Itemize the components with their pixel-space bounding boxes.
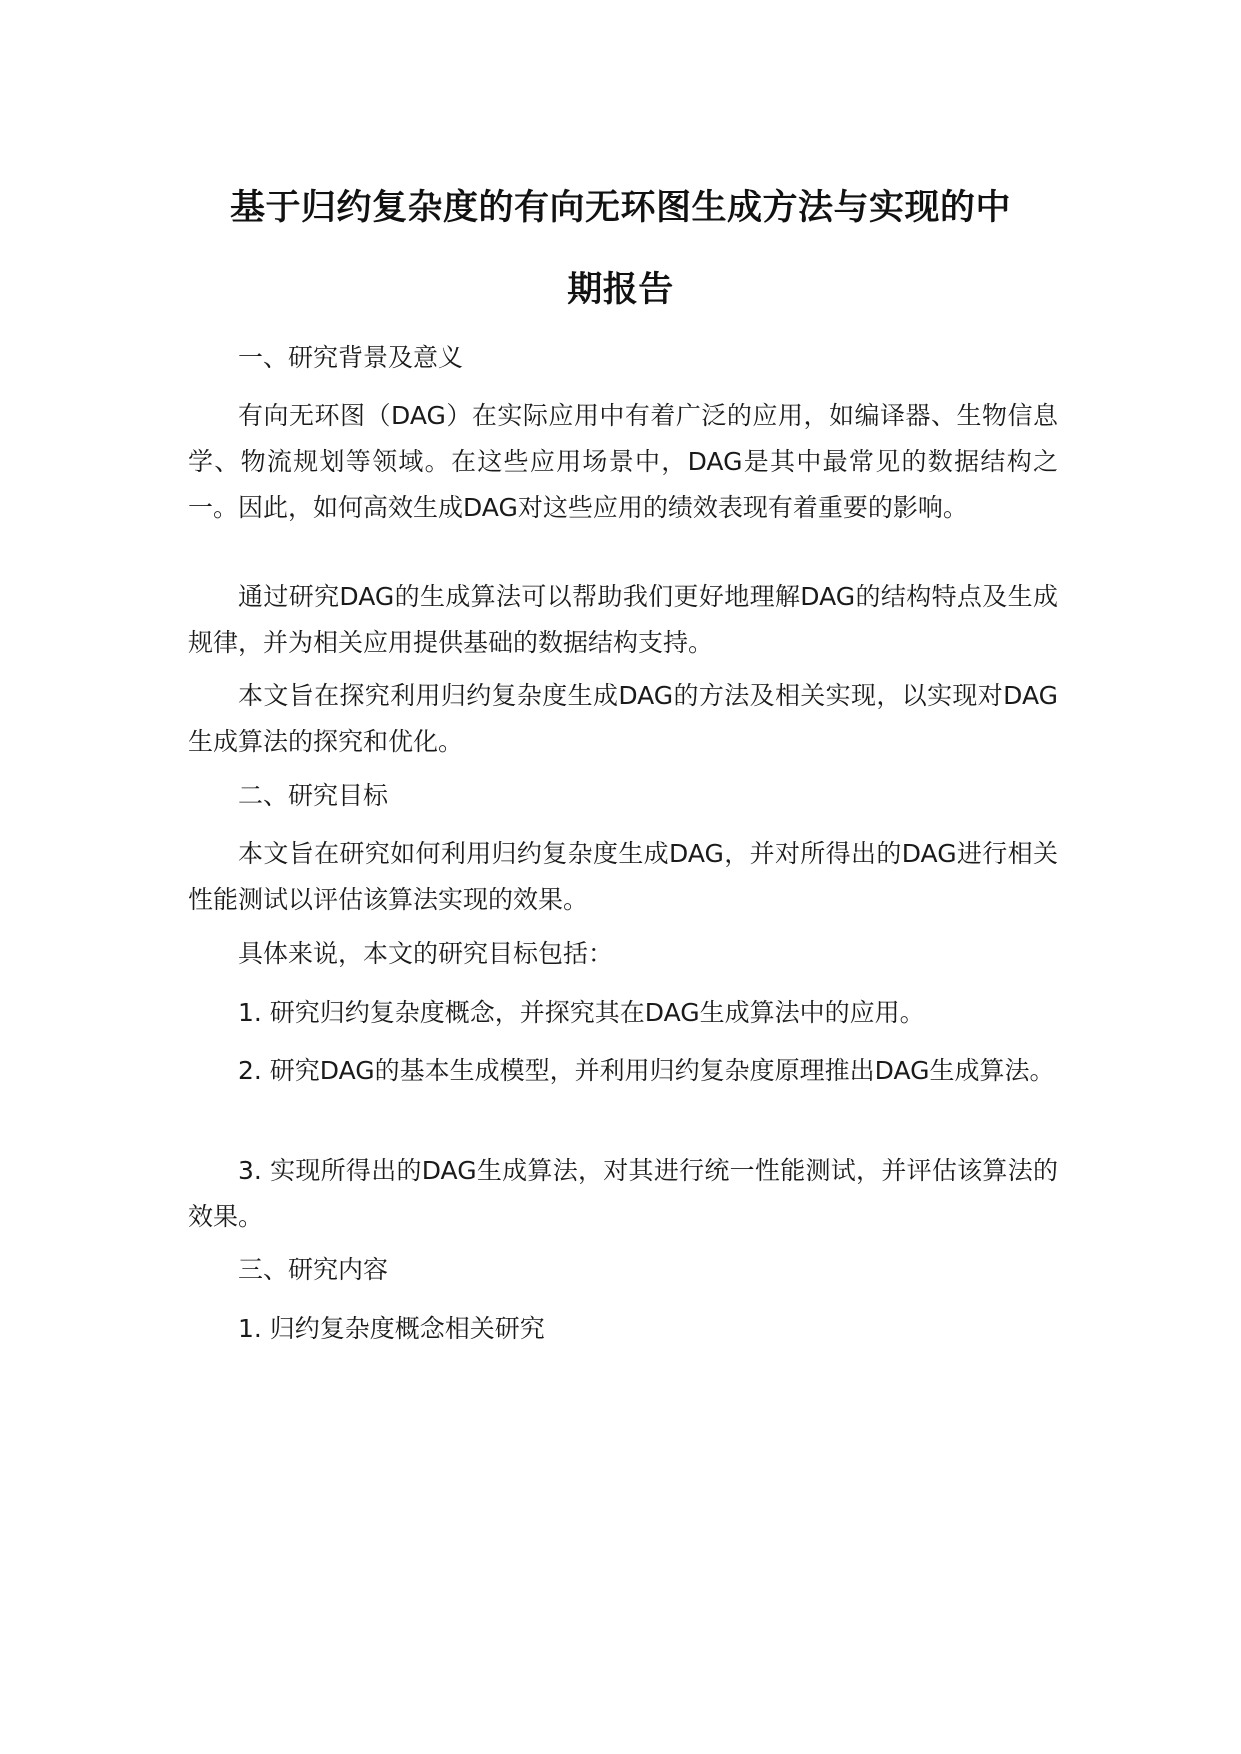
list-item-goal-2	[188, 1048, 1058, 1094]
section-heading-goals	[188, 773, 1058, 819]
list-item-content-1	[188, 1306, 1058, 1352]
section-heading-content	[188, 1247, 1058, 1293]
list-item: 2. 研究DAG的基本生成模型，并利用归约复杂度原理推出DAG生成算法。	[238, 1056, 1055, 1085]
paragraph: 通过研究DAG的生成算法可以帮助我们更好地理解DAG的结构特点及生成规律，并为相关应用提供基础的数据结构支持。	[188, 582, 1058, 657]
document-title-line-2: 期报告	[567, 270, 674, 310]
paragraph-dag-applications	[188, 393, 1058, 531]
list-item-goal-1	[188, 990, 1058, 1036]
section-heading-background	[188, 335, 1058, 381]
list-item: 1. 归约复杂度概念相关研究	[238, 1314, 545, 1343]
section-heading: 一、研究背景及意义	[238, 343, 464, 372]
paragraph-dag-research	[188, 574, 1058, 666]
list-item: 3. 实现所得出的DAG生成算法，对其进行统一性能测试，并评估该算法的效果。	[188, 1156, 1058, 1231]
list-item: 1. 研究归约复杂度概念，并探究其在DAG生成算法中的应用。	[238, 998, 925, 1027]
paragraph: 有向无环图（DAG）在实际应用中有着广泛的应用，如编译器、生物信息学、物流规划等领域。在这些应用场景中，DAG是其中最常见的数据结构之一。因此，如何高效生成DAG对这些应用的绩效表现有着重要的影响。	[188, 401, 1058, 522]
paragraph-goals-intro	[188, 831, 1058, 923]
section-heading: 三、研究内容	[238, 1255, 389, 1284]
section-heading: 二、研究目标	[238, 781, 389, 810]
paragraph-paper-aim	[188, 673, 1058, 765]
paragraph: 本文旨在研究如何利用归约复杂度生成DAG，并对所得出的DAG进行相关性能测试以评估该算法实现的效果。	[188, 839, 1058, 914]
paragraph: 具体来说，本文的研究目标包括：	[238, 939, 614, 968]
paragraph-goals-lead	[188, 931, 1058, 977]
list-item-goal-3	[188, 1148, 1058, 1240]
paragraph: 本文旨在探究利用归约复杂度生成DAG的方法及相关实现，以实现对DAG生成算法的探究和优化。	[188, 681, 1058, 756]
document-title-line-1: 基于归约复杂度的有向无环图生成方法与实现的中	[229, 188, 1011, 228]
